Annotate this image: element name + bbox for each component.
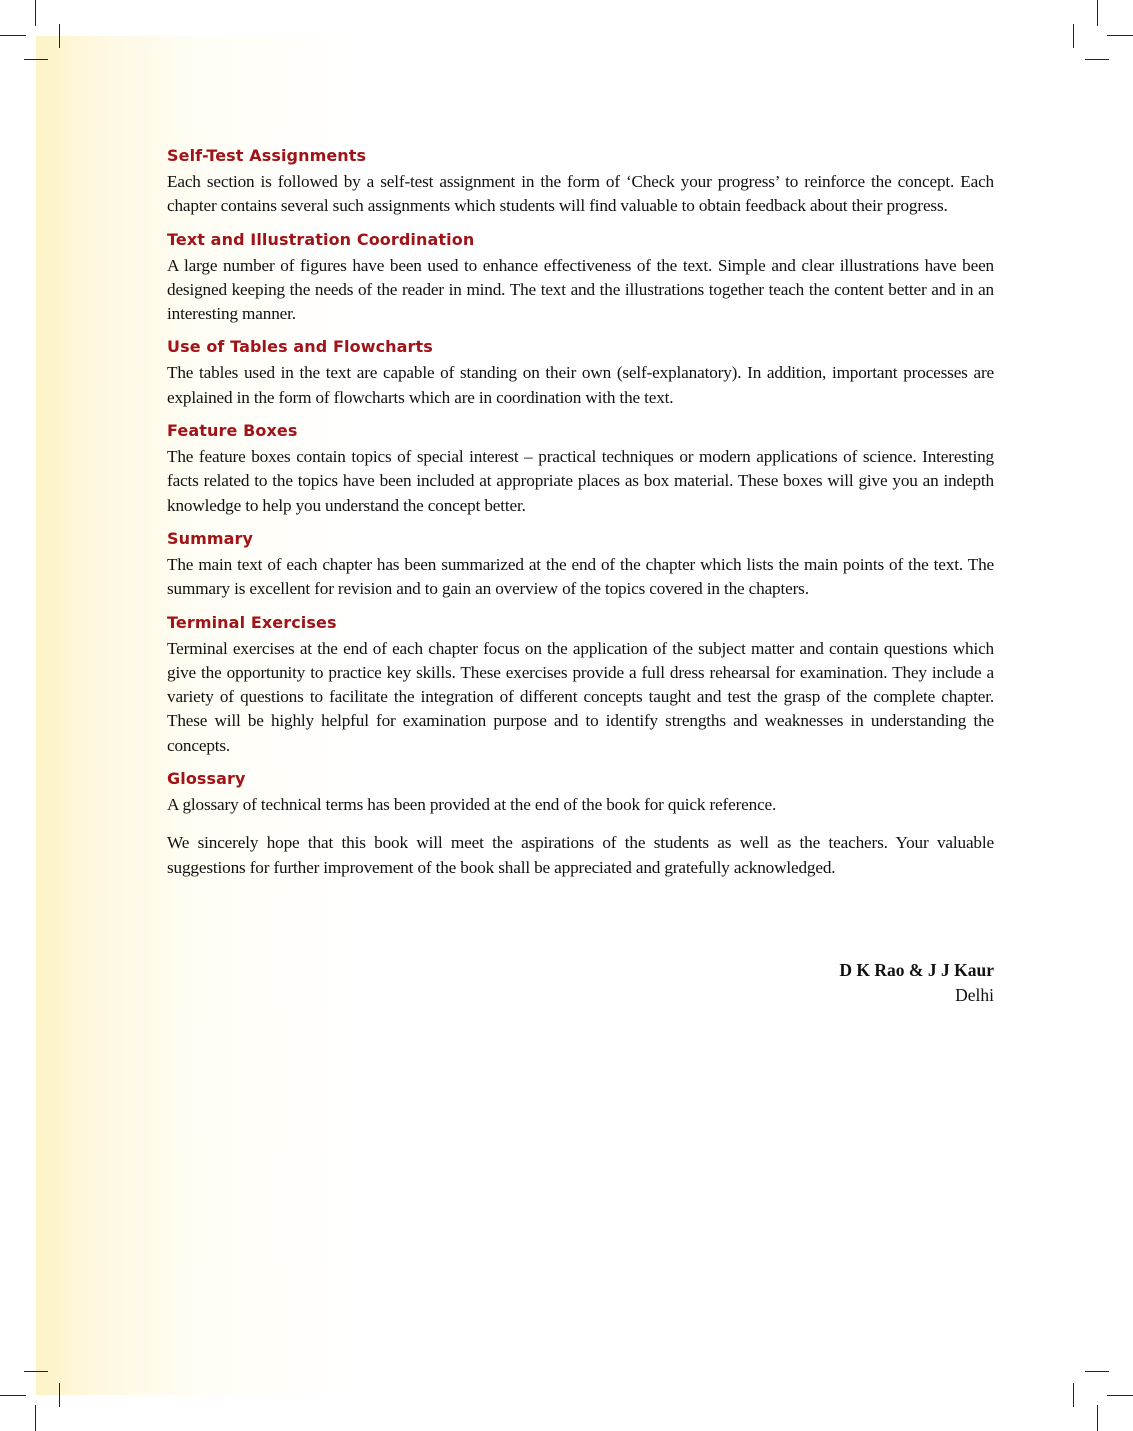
crop-mark (1097, 0, 1098, 26)
section-heading: Self-Test Assignments (167, 146, 367, 165)
crop-mark (1085, 59, 1109, 60)
section-glossary (167, 768, 994, 817)
section-heading: Summary (167, 528, 254, 548)
crop-mark (24, 1371, 48, 1372)
section-heading: Feature Boxes (167, 421, 298, 441)
crop-mark (1073, 24, 1074, 48)
crop-mark (1085, 1371, 1109, 1372)
author-place: Delhi (955, 985, 994, 1005)
crop-mark (59, 1383, 60, 1407)
section-heading: Text and Illustration Coordination (167, 229, 475, 249)
section-text-illustration (167, 229, 994, 327)
crop-mark (1073, 1383, 1074, 1407)
author-names: D K Rao & J J Kaur (839, 960, 994, 980)
section-body: A glossary of technical terms has been provided at the end of the book for quick reference. (167, 795, 777, 815)
section-self-test (167, 145, 994, 219)
crop-mark (35, 1405, 36, 1431)
section-body: Terminal exercises at the end of each chapter focus on the application of the subject matter and contain questions which give the opportunity to practice key skills. These exercises provide a full dress rehearsal for examination. They include a variety of questions to facilitate the integration of different concepts taught and test the grasp of the complete chapter. These will be highly helpful for examination purpose and to identify strengths and weaknesses in understanding the concepts. (167, 638, 994, 755)
section-body: The feature boxes contain topics of special interest – practical techniques or modern applications of science. Interesting facts related to the topics have been included at appropriate places as box material. These boxes will give you an indepth knowledge to help you understand the concept better. (167, 447, 994, 515)
section-terminal-exercises (167, 612, 994, 758)
crop-mark (1107, 1395, 1133, 1396)
section-body: Each section is followed by a self-test assignment in the form of ‘Check your progress’ to reinforce the concept. Each chapter contains several such assignments which students will find valuable to obtain feedback about their progress. (167, 172, 994, 216)
section-summary (167, 528, 994, 602)
closing-paragraph: We sincerely hope that this book will meet the aspirations of the students as well as the teachers. Your valuable suggestions for further improvement of the book shall be appreciated and gratefully acknowledged. (167, 833, 994, 877)
section-tables-flowcharts (167, 336, 994, 410)
crop-mark (24, 59, 48, 60)
section-body: The tables used in the text are capable of standing on their own (self-explanatory). In addition, important processes are explained in the form of flowcharts which are in coordination with the text. (167, 363, 994, 407)
section-heading: Glossary (167, 769, 246, 789)
preface-content (167, 145, 994, 880)
crop-mark (59, 24, 60, 48)
crop-mark (35, 0, 36, 26)
signature-block (839, 958, 994, 1008)
crop-mark (0, 35, 26, 36)
section-heading: Terminal Exercises (167, 612, 337, 632)
crop-mark (1107, 35, 1133, 36)
section-body: A large number of figures have been used to enhance effectiveness of the text. Simple and clear illustrations have been designed keeping the needs of the reader in mind. The text and the illustrations together teach the content better and in an interesting manner. (167, 255, 994, 324)
crop-mark (1097, 1405, 1098, 1431)
crop-mark (0, 1395, 26, 1396)
section-heading: Use of Tables and Flowcharts (167, 337, 433, 357)
section-feature-boxes (167, 420, 994, 518)
section-body: The main text of each chapter has been summarized at the end of the chapter which lists the main points of the text. The summary is excellent for revision and to gain an overview of the topics covered in the chapters. (167, 554, 994, 599)
